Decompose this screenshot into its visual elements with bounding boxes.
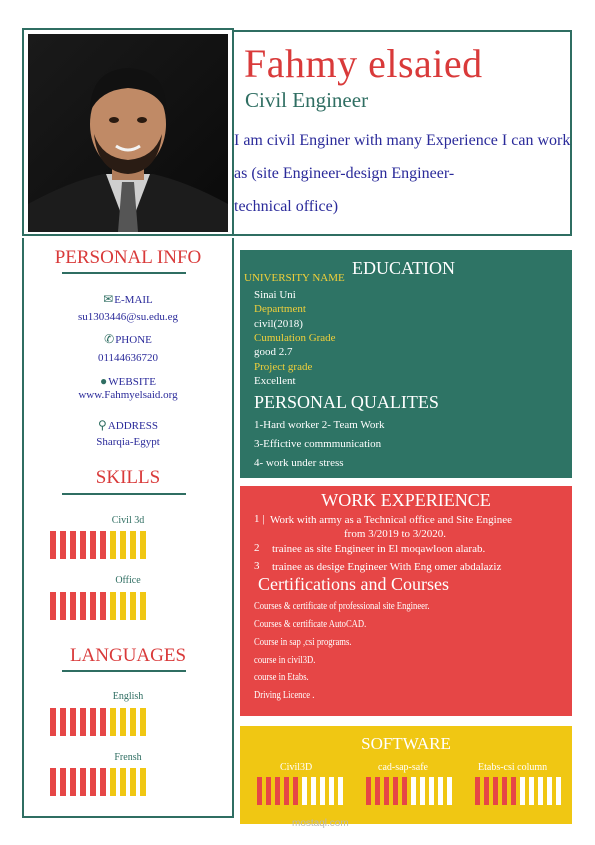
globe-icon: ●	[100, 374, 108, 388]
level-bar-filled	[70, 531, 76, 559]
level-bar-empty	[130, 708, 136, 736]
summary-line: as (site Engineer-design Engineer-	[234, 165, 455, 182]
summary	[234, 124, 574, 223]
summary-line: I am civil Enginer with many Experience I can work	[234, 132, 571, 149]
level-bar-filled	[60, 531, 66, 559]
level-bar-filled	[493, 777, 498, 805]
language-bars	[50, 768, 146, 796]
level-bar-empty	[320, 777, 325, 805]
level-bar-filled	[70, 768, 76, 796]
profile-photo	[28, 34, 228, 232]
grade-label: Cumulation Grade	[254, 332, 336, 344]
skill-label: Office	[115, 575, 141, 586]
level-bar-filled	[80, 768, 86, 796]
level-bar-filled	[284, 777, 289, 805]
personal-info-title: PERSONAL INFO	[54, 247, 202, 268]
project-value: Excellent	[254, 375, 296, 387]
level-bar-filled	[366, 777, 371, 805]
level-bar-filled	[502, 777, 507, 805]
software-label: cad-sap-safe	[378, 762, 428, 773]
level-bar-filled	[60, 592, 66, 620]
level-bar-empty	[140, 708, 146, 736]
level-bar-filled	[50, 592, 56, 620]
level-bar-empty	[302, 777, 307, 805]
phone-icon: ✆	[104, 332, 115, 346]
quality-line: 4- work under stress	[254, 457, 344, 469]
skill-bars	[50, 592, 146, 620]
level-bar-empty	[429, 777, 434, 805]
work-item-number: 2	[254, 542, 260, 554]
level-bar-filled	[475, 777, 480, 805]
work-item-text: Work with army as a Technical office and Site Enginee	[270, 514, 512, 526]
level-bar-empty	[130, 531, 136, 559]
level-bar-empty	[120, 768, 126, 796]
work-item-number: 1 |	[254, 513, 265, 525]
level-bar-filled	[100, 768, 106, 796]
department-label: Department	[254, 303, 306, 315]
phone-label: ✆PHONE	[104, 332, 152, 346]
certification-item: Course in sap ,csi programs.	[254, 637, 352, 648]
language-label: Frensh	[114, 752, 142, 763]
level-bar-empty	[311, 777, 316, 805]
level-bar-filled	[80, 592, 86, 620]
level-bar-empty	[110, 708, 116, 736]
divider	[62, 670, 186, 672]
level-bar-empty	[130, 768, 136, 796]
level-bar-empty	[120, 531, 126, 559]
watermark: mostaql.com	[292, 818, 349, 829]
level-bar-empty	[556, 777, 561, 805]
profile-photo-frame	[22, 28, 234, 236]
work-experience-title: WORK EXPERIENCE	[321, 490, 491, 510]
level-bar-filled	[393, 777, 398, 805]
email-value[interactable]: su1303446@su.edu.eg	[78, 311, 178, 323]
university-value: Sinai Uni	[254, 289, 296, 301]
level-bar-empty	[120, 708, 126, 736]
level-bar-filled	[90, 768, 96, 796]
work-item-text: from 3/2019 to 3/2020.	[344, 528, 447, 540]
website-label: ●WEBSITE	[100, 374, 156, 388]
level-bar-filled	[100, 592, 106, 620]
certification-item: course in civil3D.	[254, 655, 316, 666]
level-bar-empty	[538, 777, 543, 805]
level-bar-filled	[90, 531, 96, 559]
level-bar-filled	[402, 777, 407, 805]
level-bar-filled	[90, 708, 96, 736]
quality-line: 1-Hard worker 2- Team Work	[254, 419, 385, 431]
level-bar-empty	[338, 777, 343, 805]
work-item-text: trainee as site Engineer in El moqawloon alarab.	[272, 543, 486, 555]
level-bar-empty	[140, 768, 146, 796]
level-bar-filled	[293, 777, 298, 805]
website-value[interactable]: www.Fahmyelsaid.org	[78, 389, 178, 401]
level-bar-filled	[80, 708, 86, 736]
skill-label: Civil 3d	[111, 515, 145, 526]
level-bar-empty	[411, 777, 416, 805]
software-title: SOFTWARE	[361, 734, 451, 753]
level-bar-filled	[70, 592, 76, 620]
level-bar-empty	[110, 531, 116, 559]
level-bar-filled	[90, 592, 96, 620]
level-bar-filled	[375, 777, 380, 805]
level-bar-filled	[384, 777, 389, 805]
education-title: EDUCATION	[352, 258, 455, 278]
email-label: ✉E-MAIL	[103, 292, 153, 306]
level-bar-empty	[520, 777, 525, 805]
level-bar-filled	[100, 708, 106, 736]
level-bar-filled	[70, 708, 76, 736]
address-value: Sharqia-Egypt	[96, 436, 160, 448]
phone-value: 01144636720	[97, 352, 159, 364]
level-bar-filled	[257, 777, 262, 805]
software-bars	[366, 777, 452, 805]
level-bar-empty	[110, 768, 116, 796]
level-bar-empty	[547, 777, 552, 805]
level-bar-filled	[484, 777, 489, 805]
level-bar-filled	[60, 708, 66, 736]
level-bar-filled	[511, 777, 516, 805]
address-label: ⚲ADDRESS	[98, 418, 158, 432]
divider	[62, 272, 186, 274]
qualities-title: PERSONAL QUALITES	[254, 392, 439, 412]
candidate-name: Fahmy elsaied	[244, 41, 483, 86]
department-value: civil(2018)	[254, 318, 303, 330]
level-bar-filled	[100, 531, 106, 559]
certification-item: Courses & certificate AutoCAD.	[254, 619, 367, 630]
envelope-icon: ✉	[103, 292, 114, 306]
level-bar-empty	[140, 592, 146, 620]
level-bar-filled	[266, 777, 271, 805]
quality-line: 3-Effictive commmunication	[254, 438, 382, 450]
language-bars	[50, 708, 146, 736]
software-bars	[475, 777, 561, 805]
skills-title: SKILLS	[95, 467, 161, 488]
level-bar-empty	[447, 777, 452, 805]
certifications-title: Certifications and Courses	[258, 574, 449, 594]
level-bar-filled	[50, 708, 56, 736]
candidate-role: Civil Engineer	[245, 88, 369, 112]
level-bar-empty	[438, 777, 443, 805]
level-bar-filled	[50, 531, 56, 559]
skill-bars	[50, 531, 146, 559]
divider	[62, 493, 186, 495]
level-bar-empty	[130, 592, 136, 620]
level-bar-empty	[329, 777, 334, 805]
level-bar-empty	[529, 777, 534, 805]
level-bar-empty	[140, 531, 146, 559]
grade-value: good 2.7	[254, 346, 293, 358]
level-bar-empty	[110, 592, 116, 620]
language-label: English	[112, 691, 144, 702]
software-label: Civil3D	[280, 762, 313, 773]
summary-line: technical office)	[234, 198, 339, 215]
languages-title: LANGUAGES	[69, 645, 187, 666]
location-pin-icon: ⚲	[98, 418, 107, 432]
certification-item: Driving Licence .	[254, 690, 315, 701]
software-bars	[257, 777, 343, 805]
level-bar-filled	[50, 768, 56, 796]
university-label: UNIVERSITY NAME	[244, 272, 345, 284]
work-item-text: trainee as desige Engineer With Eng omer abdalaziz	[272, 561, 502, 573]
level-bar-empty	[420, 777, 425, 805]
project-label: Project grade	[254, 361, 313, 373]
certification-item: course in Etabs.	[254, 672, 309, 683]
level-bar-filled	[275, 777, 280, 805]
level-bar-empty	[120, 592, 126, 620]
level-bar-filled	[80, 531, 86, 559]
certification-item: Courses & certificate of professional site Engineer.	[254, 601, 430, 612]
level-bar-filled	[60, 768, 66, 796]
work-item-number: 3	[254, 560, 260, 572]
software-label: Etabs-csi column	[478, 762, 548, 773]
